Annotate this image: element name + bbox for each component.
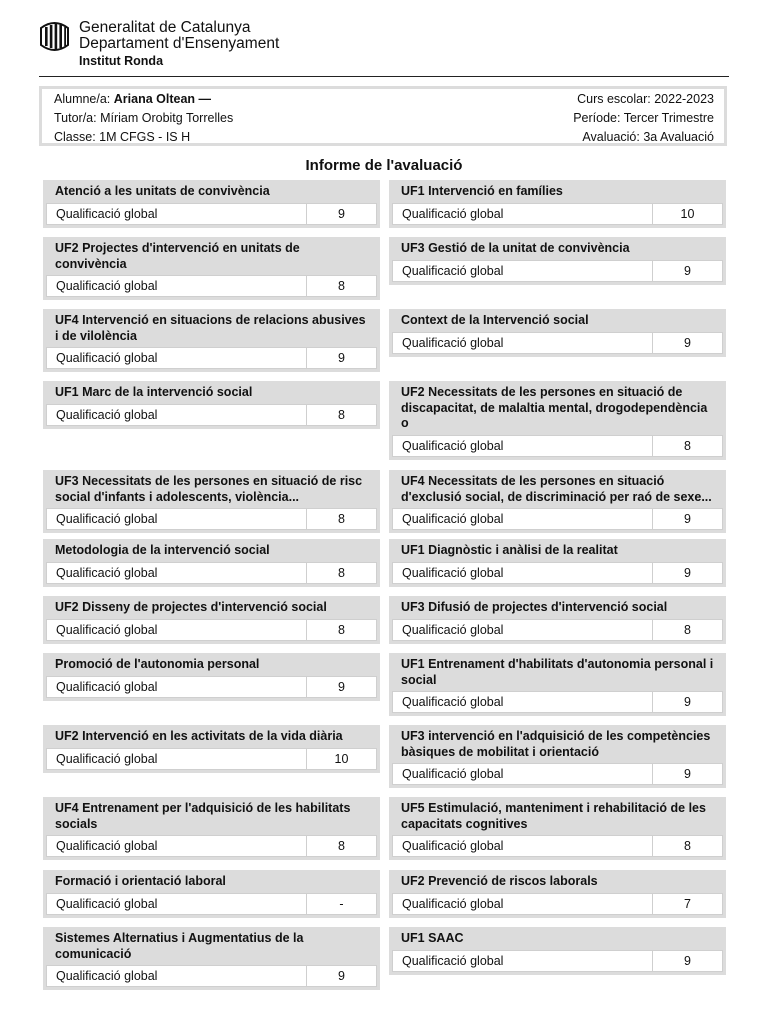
module-card bbox=[43, 237, 380, 300]
module-title: UF2 Intervenció en les activitats de la vida diària bbox=[55, 729, 343, 743]
module-title: UF3 Difusió de projectes d'intervenció social bbox=[401, 600, 668, 614]
module-title: UF4 Entrenament per l'adquisició de les habilitats socials bbox=[55, 801, 351, 831]
grade-label: Qualificació global bbox=[393, 436, 653, 456]
module-card bbox=[43, 309, 380, 372]
grade-value: 9 bbox=[338, 969, 345, 983]
module-title: UF2 Projectes d'intervenció en unitats de convivència bbox=[55, 241, 300, 271]
module-card bbox=[43, 797, 380, 860]
grade-row bbox=[46, 275, 377, 297]
grade-row bbox=[392, 260, 723, 282]
module-title: UF2 Prevenció de riscos laborals bbox=[401, 874, 598, 888]
module-card bbox=[389, 470, 726, 533]
grade-value: 8 bbox=[338, 279, 345, 293]
school-name: Institut Ronda bbox=[79, 54, 164, 68]
module-title: Sistemes Alternatius i Augmentatius de la comunicació bbox=[55, 931, 304, 961]
module-card bbox=[43, 539, 380, 587]
module-card bbox=[389, 180, 726, 228]
module-card bbox=[389, 596, 726, 644]
period: Període: Tercer Trimestre bbox=[573, 111, 714, 125]
grade-row bbox=[46, 347, 377, 369]
module-card bbox=[43, 927, 380, 990]
module-card bbox=[43, 725, 380, 773]
grade-label: Qualificació global bbox=[393, 764, 653, 784]
grade-label: Qualificació global bbox=[393, 563, 653, 583]
grade-label: Qualificació global bbox=[47, 836, 307, 856]
module-card bbox=[389, 870, 726, 918]
grade-value: 9 bbox=[684, 565, 691, 580]
module-card bbox=[389, 381, 726, 460]
grade-value: 9 bbox=[338, 351, 345, 365]
grade-row bbox=[392, 835, 723, 857]
grade-value: 8 bbox=[684, 839, 691, 853]
grade-row bbox=[392, 691, 723, 713]
generalitat-logo bbox=[39, 20, 70, 53]
module-card bbox=[389, 725, 726, 788]
grade-label: Qualificació global bbox=[47, 348, 307, 368]
module-card bbox=[43, 596, 380, 644]
grade-label: Qualificació global bbox=[393, 894, 653, 914]
module-title: Promoció de l'autonomia personal bbox=[55, 657, 260, 671]
grade-row bbox=[392, 619, 723, 641]
grade-value: 8 bbox=[684, 622, 691, 637]
grade-row bbox=[392, 508, 723, 530]
grade-value: 9 bbox=[338, 206, 345, 221]
grade-label: Qualificació global bbox=[47, 894, 307, 914]
grade-value: 9 bbox=[338, 679, 345, 694]
grade-row bbox=[392, 203, 723, 225]
module-title: UF4 Necessitats de les persones en situació d'exclusió social, de discriminació per raó de sexe... bbox=[401, 474, 712, 504]
student-info-box bbox=[39, 86, 727, 146]
module-card bbox=[389, 653, 726, 716]
module-card bbox=[43, 470, 380, 533]
grade-label: Qualificació global bbox=[393, 692, 653, 712]
grade-label: Qualificació global bbox=[47, 620, 307, 640]
grade-value: 8 bbox=[338, 622, 345, 637]
grade-label: Qualificació global bbox=[393, 509, 653, 529]
grade-value: 7 bbox=[684, 896, 691, 911]
grade-value: 9 bbox=[684, 767, 691, 781]
grade-value: 8 bbox=[338, 407, 345, 422]
module-card bbox=[43, 653, 380, 701]
institution-name: Generalitat de Catalunya bbox=[79, 19, 251, 36]
grade-row bbox=[46, 562, 377, 584]
department-name: Departament d'Ensenyament bbox=[79, 35, 280, 52]
grade-label: Qualificació global bbox=[393, 261, 653, 281]
module-title: Metodologia de la intervenció social bbox=[55, 543, 270, 557]
module-title: UF3 Necessitats de les persones en situació de risc social d'infants i adolescents, violència... bbox=[55, 474, 363, 504]
grade-label: Qualificació global bbox=[393, 204, 653, 224]
grade-row bbox=[392, 435, 723, 457]
evaluation: Avaluació: 3a Avaluació bbox=[582, 130, 714, 144]
grade-row bbox=[46, 965, 377, 987]
module-card bbox=[389, 927, 726, 975]
grade-row bbox=[46, 748, 377, 770]
grade-label: Qualificació global bbox=[47, 563, 307, 583]
module-title: UF1 Intervenció en famílies bbox=[401, 184, 563, 198]
student-name: Ariana Oltean — bbox=[113, 92, 212, 106]
module-card bbox=[43, 180, 380, 228]
grade-value: 8 bbox=[338, 512, 345, 526]
class-line: Classe: 1M CFGS - IS H bbox=[54, 130, 191, 144]
grade-value: 9 bbox=[684, 695, 691, 709]
grade-value: 8 bbox=[684, 438, 691, 453]
module-title: UF4 Intervenció en situacions de relacions abusives i de vilolència bbox=[55, 313, 366, 343]
grade-value: 8 bbox=[338, 839, 345, 853]
module-card bbox=[389, 237, 726, 285]
module-card bbox=[43, 381, 380, 429]
grade-label: Qualificació global bbox=[47, 509, 307, 529]
module-title: Formació i orientació laboral bbox=[55, 874, 226, 888]
module-title: Context de la Intervenció social bbox=[401, 313, 589, 327]
module-title: UF2 Disseny de projectes d'intervenció social bbox=[55, 600, 327, 614]
grade-value: 10 bbox=[334, 751, 349, 766]
module-card bbox=[389, 309, 726, 357]
header-divider bbox=[39, 76, 729, 77]
grade-row bbox=[392, 562, 723, 584]
school-year: Curs escolar: 2022-2023 bbox=[577, 92, 714, 106]
grade-value: 10 bbox=[680, 206, 695, 221]
grade-value: 9 bbox=[684, 953, 691, 968]
student-name-line: Alumne/a: Ariana Oltean — bbox=[54, 92, 212, 106]
tutor-line: Tutor/a: Míriam Orobitg Torrelles bbox=[54, 111, 234, 125]
module-title: UF2 Necessitats de les persones en situació de discapacitat, de malaltia mental, drogodependència o bbox=[401, 385, 708, 430]
module-title: UF3 Gestió de la unitat de convivència bbox=[401, 241, 630, 255]
module-title: UF3 intervenció en l'adquisició de les competències bàsiques de mobilitat i orientació bbox=[401, 729, 711, 759]
grade-label: Qualificació global bbox=[47, 966, 307, 986]
grade-label: Qualificació global bbox=[393, 951, 653, 971]
grade-label: Qualificació global bbox=[47, 405, 307, 425]
module-title: UF1 Marc de la intervenció social bbox=[55, 385, 253, 399]
grade-label: Qualificació global bbox=[47, 749, 307, 769]
page-header bbox=[39, 18, 439, 70]
grade-row bbox=[46, 893, 377, 915]
grade-value: 8 bbox=[338, 565, 345, 580]
report-title: Informe de l'avaluació bbox=[305, 157, 463, 174]
module-title: UF1 Diagnòstic i anàlisi de la realitat bbox=[401, 543, 618, 557]
grade-row bbox=[392, 332, 723, 354]
grade-label: Qualificació global bbox=[47, 204, 307, 224]
module-card bbox=[43, 870, 380, 918]
module-card bbox=[389, 797, 726, 860]
grade-value: 9 bbox=[684, 335, 691, 350]
grade-value: - bbox=[339, 896, 344, 911]
grade-row bbox=[46, 508, 377, 530]
grade-label: Qualificació global bbox=[393, 333, 653, 353]
grade-row bbox=[392, 893, 723, 915]
grade-value: 9 bbox=[684, 512, 691, 526]
grade-label: Qualificació global bbox=[47, 276, 307, 296]
grade-row bbox=[46, 676, 377, 698]
grade-label: Qualificació global bbox=[393, 620, 653, 640]
grade-row bbox=[392, 950, 723, 972]
grade-row bbox=[46, 203, 377, 225]
grade-row bbox=[46, 404, 377, 426]
grade-row bbox=[392, 763, 723, 785]
grade-label: Qualificació global bbox=[393, 836, 653, 856]
grade-value: 9 bbox=[684, 263, 691, 278]
grade-label: Qualificació global bbox=[47, 677, 307, 697]
grade-row bbox=[46, 619, 377, 641]
module-title: UF5 Estimulació, manteniment i rehabilitació de les capacitats cognitives bbox=[401, 801, 706, 831]
module-title: Atenció a les unitats de convivència bbox=[55, 184, 270, 198]
module-card bbox=[389, 539, 726, 587]
module-title: UF1 SAAC bbox=[401, 931, 464, 945]
grade-row bbox=[46, 835, 377, 857]
module-title: UF1 Entrenament d'habilitats d'autonomia personal i social bbox=[401, 657, 714, 687]
